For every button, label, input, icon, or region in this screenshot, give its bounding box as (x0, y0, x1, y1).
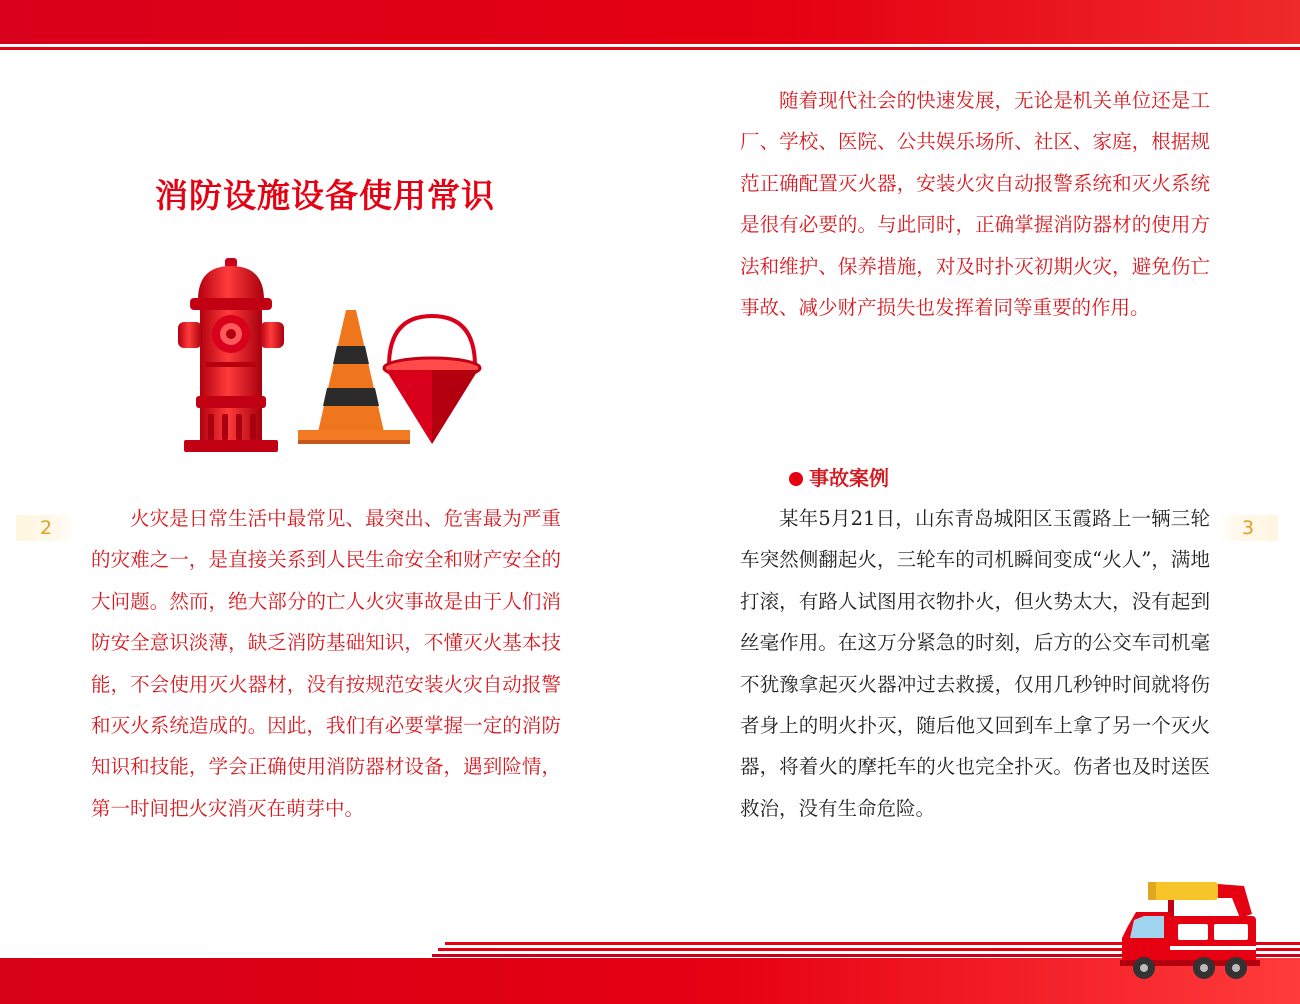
bullet-dot-icon (789, 472, 803, 486)
page-number-left: 2 (16, 515, 76, 541)
fire-truck-icon (1118, 876, 1262, 980)
case-paragraph: 某年5月21日，山东青岛城阳区玉霞路上一辆三轮车突然侧翻起火，三轮车的司机瞬间变成“火人”，满地打滚，有路人试图用衣物扑火，但火势太大，没有起到丝毫作用。在这万分紧急的时刻，后方的公交车司机毫不犹豫拿起灭火器冲过去救援，仅用几秒钟时间就将伤者身上的明火扑灭，随后他又回到车上拿了另一个灭火器，将着火的摩托车的火也完全扑灭。伤者也及时送医救治，没有生命危险。 (740, 507, 1210, 820)
fire-hydrant-icon (176, 258, 286, 454)
top-red-band (0, 0, 1300, 44)
intro-paragraph-left: 火灾是日常生活中最常见、最突出、危害最为严重的灾难之一，是直接关系到人民生命安全和财产安全的大问题。然而，绝大部分的亡人火灾事故是由于人们消防安全意识淡薄，缺乏消防基础知识，不懂灭火基本技能，不会使用灭火器材，没有按规范安装火灾自动报警和灭火系统造成的。因此，我们有必要掌握一定的消防知识和技能，学会正确使用消防器材设备，遇到险情，第一时间把火灾消灭在萌芽中。 (91, 507, 561, 820)
section-heading (789, 462, 889, 491)
bottom-red-band (0, 958, 1300, 1004)
top-red-line (0, 47, 1300, 50)
section-heading-label: 事故案例 (809, 466, 889, 490)
page-title: 消防设施设备使用常识 (155, 176, 495, 215)
page-number-right: 3 (1218, 515, 1278, 541)
intro-paragraph-right: 随着现代社会的快速发展，无论是机关单位还是工厂、学校、医院、公共娱乐场所、社区、家庭，根据规范正确配置灭火器，安装火灾自动报警系统和灭火系统是很有必要的。与此同时，正确掌握消防器材的使用方法和维护、保养措施，对及时扑灭初期火灾，避免伤亡事故、减少财产损失也发挥着同等重要的作用。 (740, 89, 1210, 320)
fire-bucket-icon (381, 310, 483, 446)
